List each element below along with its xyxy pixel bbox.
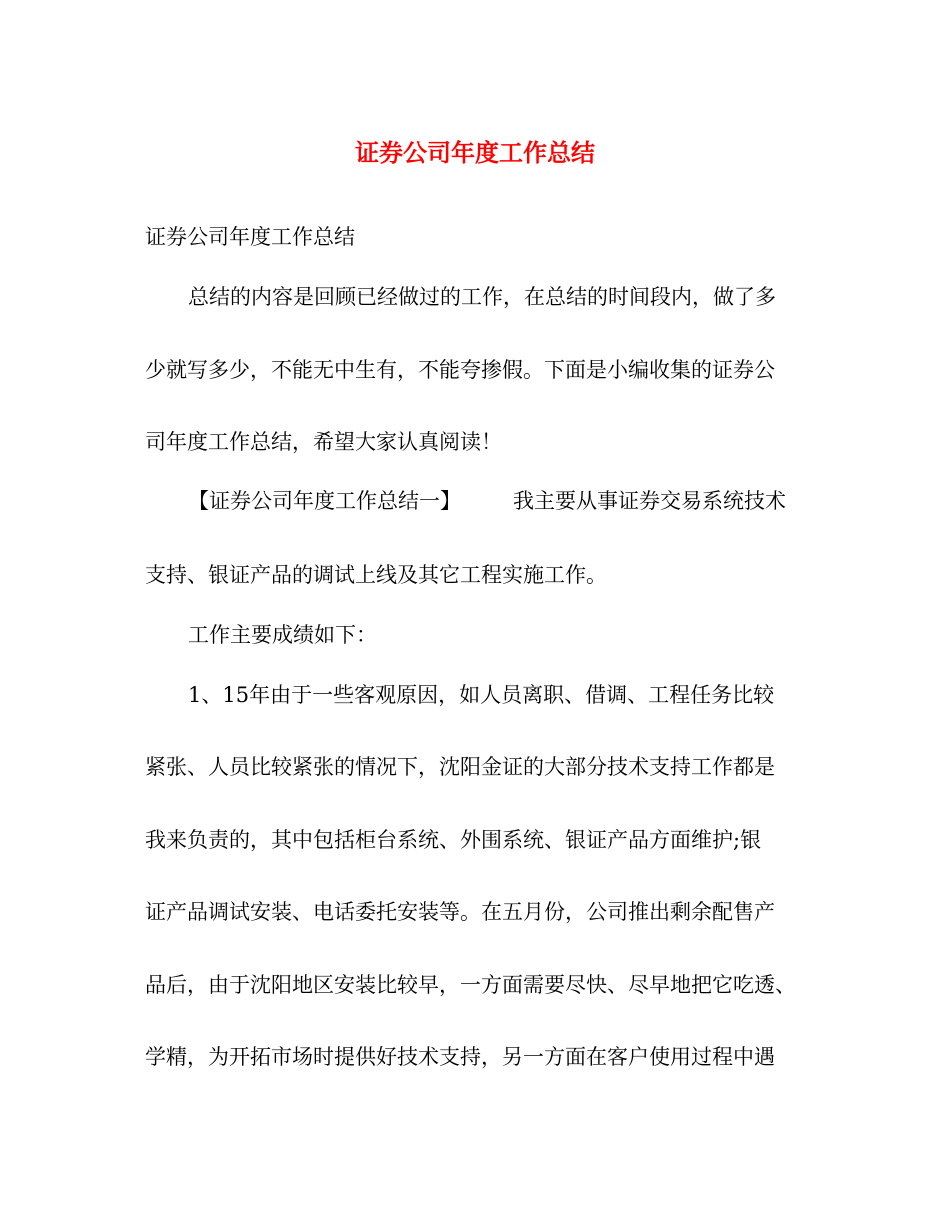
section-heading-line (188, 486, 786, 516)
paragraph-line: 工作主要成绩如下： (188, 623, 377, 647)
paragraph-line: 证产品调试安装、电话委托安装等。在五月份，公司推出剩余配售产 (145, 900, 775, 924)
paragraph-line: 支持、银证产品的调试上线及其它工程实施工作。 (145, 563, 607, 587)
section-heading: 【证券公司年度工作总结一】 (188, 489, 461, 513)
paragraph-line: 品后，由于沈阳地区安装比较早，一方面需要尽快、尽早地把它吃透、 (145, 973, 796, 997)
document-title: 证券公司年度工作总结 (355, 138, 595, 167)
paragraph-line: 少就写多少，不能无中生有，不能夸掺假。下面是小编收集的证券公 (145, 358, 775, 382)
paragraph-line: 学精，为开拓市场时提供好技术支持，另一方面在客户使用过程中遇 (145, 1045, 775, 1069)
paragraph-line: 1、15年由于一些客观原因，如人员离职、借调、工程任务比较 (188, 683, 775, 707)
paragraph-line: 紧张、人员比较紧张的情况下，沈阳金证的大部分技术支持工作都是 (145, 755, 775, 779)
paragraph-line: 我来负责的，其中包括柜台系统、外围系统、银证产品方面维护;银 (145, 828, 762, 852)
paragraph-line: 总结的内容是回顾已经做过的工作，在总结的时间段内，做了多 (188, 285, 776, 309)
section-intro: 我主要从事证券交易系统技术 (513, 489, 786, 513)
paragraph-line: 司年度工作总结，希望大家认真阅读！ (145, 430, 502, 454)
subtitle-line: 证券公司年度工作总结 (145, 225, 355, 249)
